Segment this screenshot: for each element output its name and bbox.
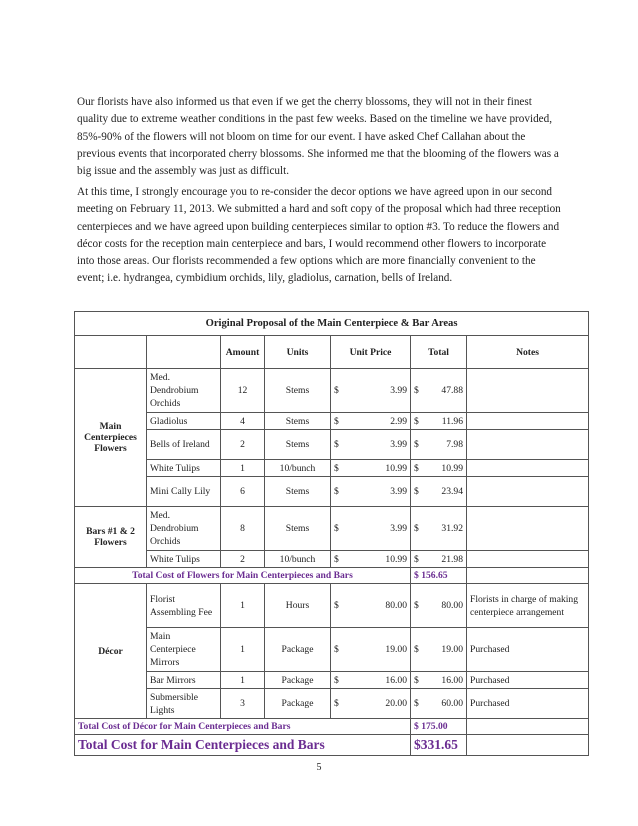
row-units: 10/bunch: [265, 460, 331, 477]
currency-symbol: $: [414, 486, 419, 497]
grand-total-label: Total Cost for Main Centerpieces and Bars: [75, 735, 411, 756]
row-price-value: 20.00: [385, 698, 407, 709]
row-item: Med. Dendrobium Orchids: [147, 369, 221, 413]
row-price-value: 2.99: [390, 415, 407, 427]
page-number: 5: [316, 762, 322, 773]
row-units: Stems: [265, 430, 331, 460]
group-main-flowers: Main Centerpieces Flowers: [75, 369, 147, 507]
row-item: White Tulips: [147, 460, 221, 477]
currency-symbol: $: [334, 486, 339, 497]
table-header-row: [75, 336, 589, 369]
row-amount: 4: [221, 413, 265, 430]
currency-symbol: $: [334, 698, 339, 709]
currency-symbol: $: [414, 644, 419, 655]
row-total-value: 16.00: [441, 674, 463, 686]
paragraph-recommendation: At this time, I strongly encourage you to re-consider the decor options we have agreed upon in our second meeting on February 11, 2013. We submitted a hard and soft copy of the proposal which had three reception centerpieces and we have agreed upon building centerpieces similar to option #3. To reduce the flowers and décor costs for the reception main centerpiece and bars, I would recommend other flowers to incorporate into those areas. Our florists recommended a few options which are more financially convenient to the event; i.e. hydrangea, cymbidium orchids, lily, gladiolus, carnation, bells of Ireland.: [77, 186, 561, 285]
row-total-value: 10.99: [441, 462, 463, 474]
row-price: [331, 689, 411, 719]
currency-symbol: $: [334, 415, 339, 427]
row-units: Package: [265, 689, 331, 719]
row-units: Package: [265, 628, 331, 672]
row-price: [331, 430, 411, 460]
row-price-value: 3.99: [390, 439, 407, 450]
flower-total-row: [75, 568, 589, 584]
table-row: [75, 430, 589, 460]
row-price-value: 10.99: [385, 462, 407, 474]
row-total-value: 21.98: [441, 553, 463, 565]
currency-symbol: $: [414, 439, 419, 450]
table-title: Original Proposal of the Main Centerpiece & Bar Areas: [75, 312, 589, 336]
row-price: [331, 672, 411, 689]
header-units: Units: [265, 336, 331, 369]
header-unit-price: Unit Price: [331, 336, 411, 369]
flower-total-value: $ 156.65: [411, 568, 467, 584]
row-amount: 8: [221, 507, 265, 551]
row-total: [411, 584, 467, 628]
row-total: [411, 672, 467, 689]
row-units: Package: [265, 672, 331, 689]
row-notes: [467, 507, 589, 551]
row-item: White Tulips: [147, 551, 221, 568]
row-item: Bar Mirrors: [147, 672, 221, 689]
currency-symbol: $: [334, 439, 339, 450]
currency-symbol: $: [414, 698, 419, 709]
currency-symbol: $: [334, 674, 339, 686]
group-decor: Décor: [75, 584, 147, 719]
row-price: [331, 460, 411, 477]
row-price-value: 10.99: [385, 553, 407, 565]
row-total: [411, 460, 467, 477]
header-amount: Amount: [221, 336, 265, 369]
row-units: Hours: [265, 584, 331, 628]
currency-symbol: $: [414, 415, 419, 427]
row-price: [331, 551, 411, 568]
row-amount: 3: [221, 689, 265, 719]
currency-symbol: $: [334, 600, 339, 611]
grand-total-row: [75, 735, 589, 756]
group-bar-flowers: Bars #1 & 2 Flowers: [75, 507, 147, 568]
table-row: [75, 584, 589, 628]
row-total: [411, 507, 467, 551]
row-total: [411, 628, 467, 672]
row-total: [411, 551, 467, 568]
row-price-value: 16.00: [385, 674, 407, 686]
row-units: Stems: [265, 477, 331, 507]
row-total-value: 47.88: [441, 385, 463, 396]
row-item: Mini Cally Lily: [147, 477, 221, 507]
currency-symbol: $: [334, 523, 339, 534]
table-row: [75, 477, 589, 507]
row-notes: [467, 551, 589, 568]
decor-total-row: [75, 719, 589, 735]
decor-total-label: Total Cost of Décor for Main Centerpieces and Bars: [75, 719, 411, 735]
currency-symbol: $: [414, 674, 419, 686]
table-row: [75, 460, 589, 477]
currency-symbol: $: [334, 553, 339, 565]
row-item: Main Centerpiece Mirrors: [147, 628, 221, 672]
row-total: [411, 369, 467, 413]
row-price-value: 3.99: [390, 523, 407, 534]
row-price-value: 3.99: [390, 486, 407, 497]
row-notes: [467, 460, 589, 477]
row-amount: 2: [221, 551, 265, 568]
grand-total-value: $331.65: [411, 735, 467, 756]
paragraph-cherry-blossoms: Our florists have also informed us that even if we get the cherry blossoms, they will not in their finest quality due to extreme weather conditions in the past few weeks. Based on the timeline we have provided, 85%-90% of the flowers will not bloom on time for our event. I have asked Chef Callahan about the previous events that incorporated cherry blossoms. She informed me that the blooming of the flowers was a big issue and the assembly was just as difficult.: [77, 96, 559, 178]
row-total-value: 11.96: [441, 415, 463, 427]
row-notes: Florists in charge of making centerpiece arrangement: [467, 584, 589, 628]
row-notes: Purchased: [467, 672, 589, 689]
header-notes: Notes: [467, 336, 589, 369]
row-price-value: 19.00: [385, 644, 407, 655]
row-price: [331, 369, 411, 413]
header-total: Total: [411, 336, 467, 369]
row-price: [331, 477, 411, 507]
flower-total-label: Total Cost of Flowers for Main Centerpieces and Bars: [75, 568, 411, 584]
proposal-table: [74, 311, 589, 756]
row-total-value: 60.00: [441, 698, 463, 709]
row-notes: Purchased: [467, 689, 589, 719]
row-total-value: 23.94: [441, 486, 463, 497]
row-units: Stems: [265, 413, 331, 430]
currency-symbol: $: [414, 523, 419, 534]
row-total: [411, 430, 467, 460]
row-amount: 1: [221, 628, 265, 672]
row-amount: 2: [221, 430, 265, 460]
row-total-value: 31.92: [441, 523, 463, 534]
table-row: [75, 551, 589, 568]
row-item: Bells of Ireland: [147, 430, 221, 460]
row-total-value: 19.00: [441, 644, 463, 655]
table-row: [75, 689, 589, 719]
currency-symbol: $: [414, 385, 419, 396]
table-row: [75, 628, 589, 672]
row-price: [331, 413, 411, 430]
row-item: Gladiolus: [147, 413, 221, 430]
row-item: Med. Dendrobium Orchids: [147, 507, 221, 551]
currency-symbol: $: [414, 462, 419, 474]
row-units: 10/bunch: [265, 551, 331, 568]
row-price-value: 3.99: [390, 385, 407, 396]
row-amount: 1: [221, 672, 265, 689]
row-total: [411, 413, 467, 430]
row-total: [411, 689, 467, 719]
row-item: Submersible Lights: [147, 689, 221, 719]
row-amount: 12: [221, 369, 265, 413]
row-price: [331, 584, 411, 628]
row-notes: [467, 430, 589, 460]
row-notes: [467, 477, 589, 507]
row-total-value: 7.98: [446, 439, 463, 450]
row-price: [331, 628, 411, 672]
row-price-value: 80.00: [385, 600, 407, 611]
table-row: [75, 413, 589, 430]
row-total-value: 80.00: [441, 600, 463, 611]
row-total: [411, 477, 467, 507]
row-price: [331, 507, 411, 551]
table-row: [75, 369, 589, 413]
currency-symbol: $: [334, 385, 339, 396]
row-amount: 1: [221, 584, 265, 628]
row-units: Stems: [265, 369, 331, 413]
currency-symbol: $: [414, 600, 419, 611]
row-notes: [467, 369, 589, 413]
row-amount: 1: [221, 460, 265, 477]
currency-symbol: $: [334, 644, 339, 655]
row-notes: Purchased: [467, 628, 589, 672]
row-notes: [467, 413, 589, 430]
currency-symbol: $: [334, 462, 339, 474]
currency-symbol: $: [414, 553, 419, 565]
row-amount: 6: [221, 477, 265, 507]
decor-total-value: $ 175.00: [411, 719, 467, 735]
row-units: Stems: [265, 507, 331, 551]
table-row: [75, 507, 589, 551]
table-row: [75, 672, 589, 689]
row-item: Florist Assembling Fee: [147, 584, 221, 628]
